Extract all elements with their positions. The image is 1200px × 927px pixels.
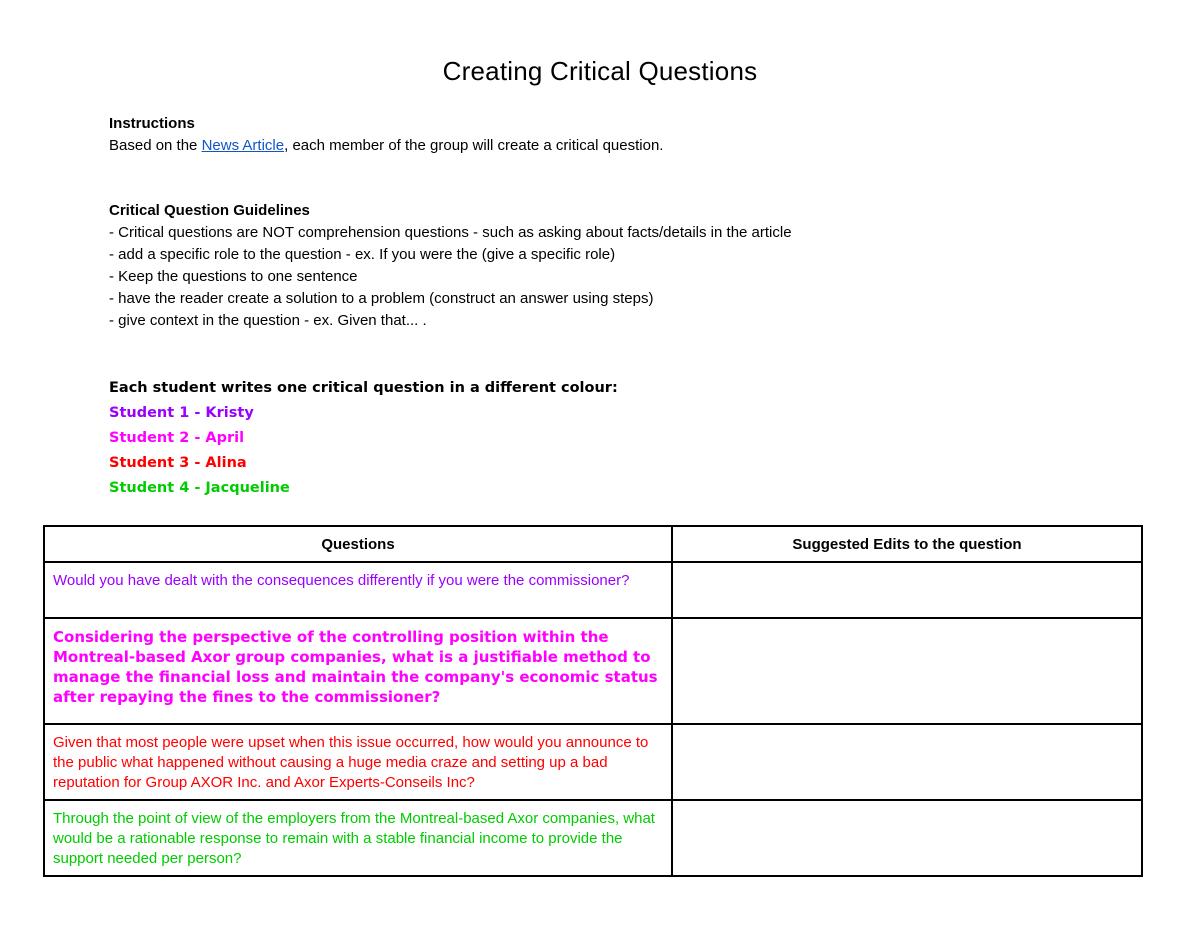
instructions-text	[109, 135, 663, 157]
suggested-edits-header: Suggested Edits to the question	[672, 526, 1142, 562]
guideline-item: - give context in the question - ex. Given that... .	[109, 312, 427, 329]
question-cell[interactable]: Through the point of view of the employers from the Montreal-based Axor companies, what would be a rationable response to remain with a stable financial income to provide the support needed per person?	[44, 800, 672, 876]
guideline-item: - Keep the questions to one sentence	[109, 268, 358, 285]
questions-header: Questions	[44, 526, 672, 562]
page-title: Creating Critical Questions	[442, 56, 758, 86]
instructions-section	[109, 113, 663, 157]
instructions-heading: Instructions	[109, 115, 195, 132]
table-header-row	[44, 526, 1142, 562]
table-row	[44, 724, 1142, 800]
table-row	[44, 800, 1142, 876]
guidelines-section	[109, 200, 792, 332]
instructions-text-after: , each member of the group will create a critical question.	[284, 137, 664, 154]
guidelines-heading: Critical Question Guidelines	[109, 202, 310, 219]
guideline-item: - Critical questions are NOT comprehension questions - such as asking about facts/details in the article	[109, 224, 792, 241]
students-heading: Each student writes one critical question in a different colour:	[109, 380, 618, 396]
student-3-label: Student 3 - Alina	[109, 455, 247, 471]
student-1-label: Student 1 - Kristy	[109, 405, 254, 421]
edit-cell[interactable]	[672, 800, 1142, 876]
question-cell[interactable]: Would you have dealt with the consequences differently if you were the commissioner?	[44, 562, 672, 618]
edit-cell[interactable]	[672, 618, 1142, 724]
student-4-label: Student 4 - Jacqueline	[109, 480, 290, 496]
table-row	[44, 562, 1142, 618]
table-row	[44, 618, 1142, 724]
guideline-item: - add a specific role to the question - ex. If you were the (give a specific role)	[109, 246, 616, 263]
question-cell[interactable]: Given that most people were upset when this issue occurred, how would you announce to the public what happened without causing a huge media craze and setting up a bad reputation for Group AXOR Inc. and Axor Experts-Conseils Inc?	[44, 724, 672, 800]
questions-table	[43, 525, 1143, 877]
student-2-label: Student 2 - April	[109, 430, 245, 446]
question-cell[interactable]: Considering the perspective of the controlling position within the Montreal-based Axor group companies, what is a justifiable method to manage the financial loss and maintain the company's economic status after repaying the fines to the commissioner?	[44, 618, 672, 724]
edit-cell[interactable]	[672, 724, 1142, 800]
news-article-link[interactable]: News Article	[201, 137, 285, 154]
students-section	[109, 376, 618, 501]
guideline-item: - have the reader create a solution to a problem (construct an answer using steps)	[109, 290, 654, 307]
instructions-text-before: Based on the	[109, 137, 202, 154]
edit-cell[interactable]	[672, 562, 1142, 618]
